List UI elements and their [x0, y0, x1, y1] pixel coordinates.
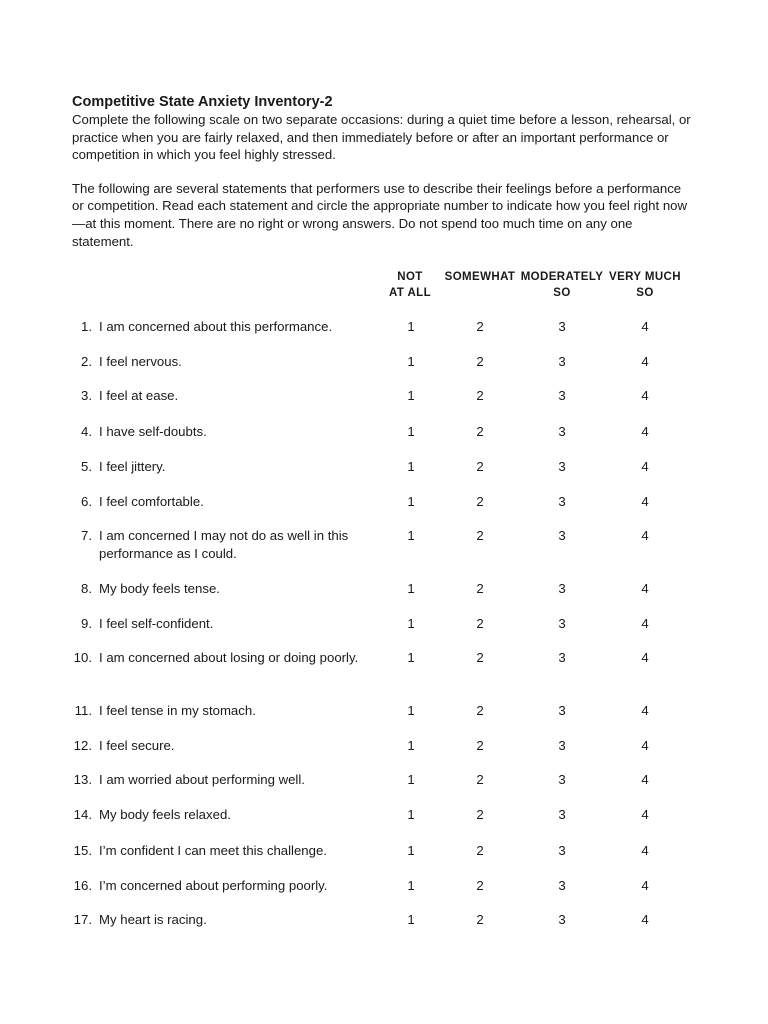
item-number: 6.	[81, 494, 92, 509]
rating-option[interactable]: 4	[641, 843, 649, 858]
rating-option[interactable]: 1	[407, 494, 415, 509]
rating-option[interactable]: 1	[407, 772, 415, 787]
item-statement: I feel comfortable.	[99, 494, 204, 509]
rating-option[interactable]: 3	[558, 319, 566, 334]
rating-option[interactable]: 1	[407, 650, 415, 665]
rating-option[interactable]: 3	[558, 616, 566, 631]
rating-option[interactable]: 3	[558, 878, 566, 893]
rating-option[interactable]: 4	[641, 772, 649, 787]
item-statement: I am concerned about losing or doing poorly.	[99, 650, 359, 665]
rating-option[interactable]: 3	[558, 843, 566, 858]
rating-option[interactable]: 2	[476, 807, 484, 822]
column-header-line: VERY MUCH	[609, 271, 681, 283]
item-statement: My body feels relaxed.	[99, 807, 231, 822]
rating-option[interactable]: 4	[641, 581, 649, 596]
rating-option[interactable]: 3	[558, 912, 566, 927]
rating-option[interactable]: 3	[558, 703, 566, 718]
rating-option[interactable]: 4	[641, 807, 649, 822]
instructions-paragraph-2: The following are several statements that performers use to describe their feelings before a performance or competition. Read each statement and circle the appropriate number to indicate how you feel right now—at this moment. There are no right or wrong answers. Do not spend too much time on any one statement.	[72, 180, 688, 249]
rating-option[interactable]: 4	[641, 494, 649, 509]
item-statement: I feel secure.	[99, 738, 175, 753]
rating-option[interactable]: 1	[407, 807, 415, 822]
column-header-moderately-so	[516, 269, 608, 301]
rating-option[interactable]: 3	[558, 772, 566, 787]
rating-option[interactable]: 2	[476, 459, 484, 474]
item-number: 3.	[81, 388, 92, 403]
column-header-line: AT ALL	[389, 287, 431, 299]
rating-option[interactable]: 1	[407, 738, 415, 753]
rating-option[interactable]: 2	[476, 581, 484, 596]
item-number: 13.	[73, 772, 92, 787]
rating-option[interactable]: 1	[407, 912, 415, 927]
scale-header	[0, 269, 768, 305]
rating-option[interactable]: 1	[407, 319, 415, 334]
column-header-not-at-all	[380, 269, 440, 301]
rating-option[interactable]: 2	[476, 703, 484, 718]
item-number: 11.	[74, 703, 92, 718]
item-statement: I’m confident I can meet this challenge.	[99, 843, 327, 858]
form-title: Competitive State Anxiety Inventory-2	[72, 94, 333, 110]
item-statement: My body feels tense.	[99, 581, 220, 596]
rating-option[interactable]: 4	[641, 459, 649, 474]
rating-option[interactable]: 2	[476, 650, 484, 665]
rating-option[interactable]: 4	[641, 388, 649, 403]
rating-option[interactable]: 2	[476, 354, 484, 369]
rating-option[interactable]: 1	[407, 459, 415, 474]
item-number: 14.	[73, 807, 92, 822]
item-statement: I’m concerned about performing poorly.	[99, 878, 328, 893]
item-statement: I feel nervous.	[99, 354, 182, 369]
column-header-line: NOT	[397, 271, 423, 283]
instructions-paragraph-1: Complete the following scale on two separate occasions: during a quiet time before a lesson, rehearsal, or practice when you are fairly relaxed, and then immediately before or after an important performance or competition in which you feel highly stressed.	[72, 112, 691, 163]
rating-option[interactable]: 2	[476, 528, 484, 543]
rating-option[interactable]: 4	[641, 703, 649, 718]
column-header-line: SO	[553, 287, 571, 299]
rating-option[interactable]: 2	[476, 616, 484, 631]
instructions-block	[72, 94, 692, 250]
item-statement: I feel tense in my stomach.	[99, 703, 256, 718]
rating-option[interactable]: 3	[558, 354, 566, 369]
item-number: 1.	[81, 319, 92, 334]
rating-option[interactable]: 1	[407, 703, 415, 718]
column-header-line: MODERATELY	[520, 271, 604, 283]
rating-option[interactable]: 1	[407, 354, 415, 369]
column-header-line: SOMEWHAT	[444, 271, 516, 283]
item-number: 15.	[73, 843, 92, 858]
item-number: 7.	[81, 528, 92, 543]
rating-option[interactable]: 2	[476, 772, 484, 787]
item-statement: I am concerned I may not do as well in this performance as I could.	[99, 528, 349, 561]
item-number: 16.	[73, 878, 92, 893]
rating-option[interactable]: 2	[476, 912, 484, 927]
rating-option[interactable]: 2	[476, 738, 484, 753]
rating-option[interactable]: 1	[407, 388, 415, 403]
rating-option[interactable]: 2	[476, 388, 484, 403]
column-header-somewhat	[436, 269, 524, 285]
item-number: 8.	[81, 581, 92, 596]
rating-option[interactable]: 2	[476, 843, 484, 858]
item-statement: I am concerned about this performance.	[99, 319, 333, 334]
item-number: 17.	[73, 912, 92, 927]
item-statement: I am worried about performing well.	[99, 772, 305, 787]
rating-option[interactable]: 3	[558, 528, 566, 543]
rating-option[interactable]: 2	[476, 319, 484, 334]
rating-option[interactable]: 4	[641, 424, 649, 439]
rating-option[interactable]: 1	[407, 424, 415, 439]
rating-option[interactable]: 2	[476, 494, 484, 509]
column-header-line: SO	[636, 287, 654, 299]
item-number: 10.	[73, 650, 92, 665]
rating-option[interactable]: 1	[407, 616, 415, 631]
rating-option[interactable]: 3	[558, 459, 566, 474]
column-header-very-much-so	[602, 269, 688, 301]
item-number: 2.	[81, 354, 92, 369]
item-statement: I feel at ease.	[99, 388, 179, 403]
item-statement: My heart is racing.	[99, 912, 207, 927]
rating-option[interactable]: 4	[641, 319, 649, 334]
rating-option[interactable]: 4	[641, 528, 649, 543]
rating-option[interactable]: 3	[558, 650, 566, 665]
rating-option[interactable]: 3	[558, 738, 566, 753]
rating-option[interactable]: 3	[558, 424, 566, 439]
item-number: 12.	[73, 738, 92, 753]
rating-option[interactable]: 4	[641, 354, 649, 369]
item-statement: I have self-doubts.	[99, 424, 207, 439]
rating-option[interactable]: 2	[476, 878, 484, 893]
rating-option[interactable]: 4	[641, 650, 649, 665]
rating-option[interactable]: 4	[641, 878, 649, 893]
item-statement: I feel self-confident.	[99, 616, 214, 631]
item-number: 9.	[81, 616, 92, 631]
item-number: 5.	[81, 459, 92, 474]
rating-option[interactable]: 1	[407, 581, 415, 596]
rating-option[interactable]: 1	[407, 528, 415, 543]
item-statement: I feel jittery.	[99, 459, 166, 474]
rating-option[interactable]: 3	[558, 581, 566, 596]
rating-option[interactable]: 3	[558, 807, 566, 822]
rating-option[interactable]: 2	[476, 424, 484, 439]
rating-option[interactable]: 3	[558, 388, 566, 403]
rating-option[interactable]: 4	[641, 738, 649, 753]
rating-option[interactable]: 3	[558, 494, 566, 509]
rating-option[interactable]: 4	[641, 912, 649, 927]
rating-option[interactable]: 1	[407, 843, 415, 858]
rating-option[interactable]: 1	[407, 878, 415, 893]
item-number: 4.	[81, 424, 92, 439]
rating-option[interactable]: 4	[641, 616, 649, 631]
